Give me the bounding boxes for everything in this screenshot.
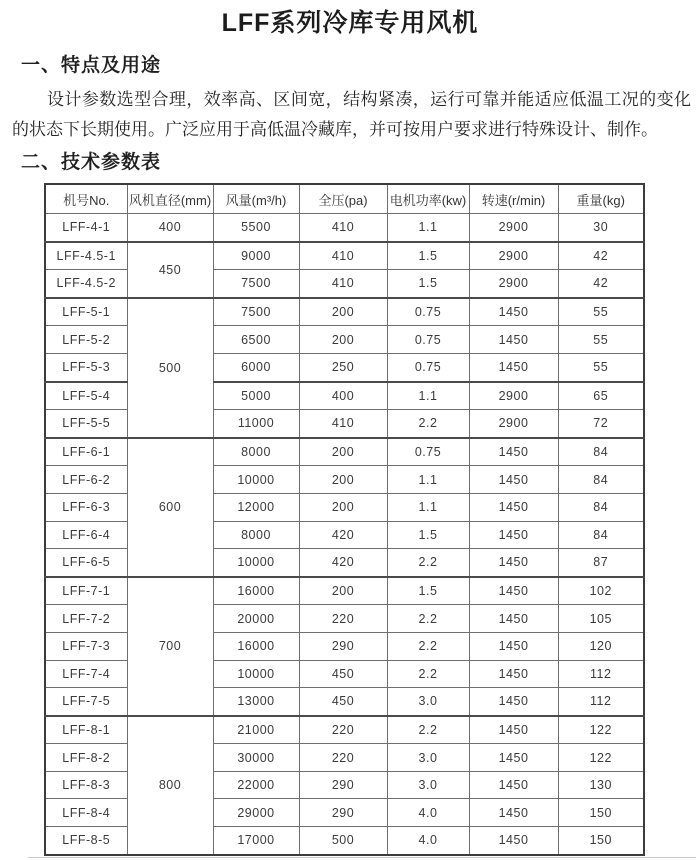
model-cell: LFF-8-4 [45, 799, 127, 827]
table-row [45, 242, 644, 270]
value-cell: 290 [299, 771, 387, 799]
value-cell: 20000 [213, 605, 299, 633]
value-cell: 1.5 [387, 577, 469, 605]
value-cell: 410 [299, 270, 387, 298]
value-cell: 1450 [469, 688, 558, 716]
value-cell: 6000 [213, 353, 299, 381]
model-cell: LFF-4-1 [45, 214, 127, 242]
model-cell: LFF-8-1 [45, 716, 127, 744]
value-cell: 7500 [213, 298, 299, 326]
table-row [45, 438, 644, 466]
diameter-cell: 800 [127, 716, 213, 855]
model-cell: LFF-6-2 [45, 466, 127, 494]
value-cell: 17000 [213, 827, 299, 855]
value-cell: 1450 [469, 326, 558, 354]
value-cell: 16000 [213, 632, 299, 660]
value-cell: 11000 [213, 410, 299, 438]
value-cell: 450 [299, 688, 387, 716]
page-title: LFF系列冷库专用风机 [221, 9, 479, 37]
col-header-0: 机号No. [45, 184, 127, 214]
value-cell: 420 [299, 549, 387, 577]
value-cell: 1.5 [387, 270, 469, 298]
model-cell: LFF-4.5-1 [45, 242, 127, 270]
value-cell: 400 [299, 382, 387, 410]
table-row [45, 716, 644, 744]
value-cell: 7500 [213, 270, 299, 298]
model-cell: LFF-7-5 [45, 688, 127, 716]
value-cell: 10000 [213, 466, 299, 494]
value-cell: 10000 [213, 660, 299, 688]
value-cell: 8000 [213, 521, 299, 549]
value-cell: 2900 [469, 410, 558, 438]
table-row [45, 577, 644, 605]
model-cell: LFF-5-3 [45, 353, 127, 381]
model-cell: LFF-7-4 [45, 660, 127, 688]
value-cell: 2900 [469, 270, 558, 298]
value-cell: 200 [299, 326, 387, 354]
value-cell: 120 [558, 632, 644, 660]
model-cell: LFF-8-2 [45, 744, 127, 772]
value-cell: 500 [299, 827, 387, 855]
col-header-1: 风机直径(mm) [127, 184, 213, 214]
value-cell: 6500 [213, 326, 299, 354]
value-cell: 0.75 [387, 438, 469, 466]
diameter-cell: 450 [127, 242, 213, 298]
value-cell: 3.0 [387, 744, 469, 772]
value-cell: 2.2 [387, 660, 469, 688]
value-cell: 4.0 [387, 827, 469, 855]
value-cell: 220 [299, 744, 387, 772]
value-cell: 2.2 [387, 410, 469, 438]
value-cell: 55 [558, 326, 644, 354]
value-cell: 65 [558, 382, 644, 410]
value-cell: 200 [299, 298, 387, 326]
value-cell: 30000 [213, 744, 299, 772]
diameter-cell: 400 [127, 214, 213, 242]
value-cell: 13000 [213, 688, 299, 716]
spec-table [44, 183, 645, 856]
model-cell: LFF-6-3 [45, 493, 127, 521]
value-cell: 5500 [213, 214, 299, 242]
value-cell: 220 [299, 605, 387, 633]
value-cell: 8000 [213, 438, 299, 466]
section1-heading: 一、特点及用途 [21, 55, 162, 76]
value-cell: 1.5 [387, 521, 469, 549]
diameter-cell: 500 [127, 298, 213, 438]
value-cell: 102 [558, 577, 644, 605]
value-cell: 1450 [469, 353, 558, 381]
value-cell: 410 [299, 410, 387, 438]
value-cell: 1450 [469, 605, 558, 633]
value-cell: 1.1 [387, 466, 469, 494]
value-cell: 410 [299, 242, 387, 270]
table-row [45, 298, 644, 326]
col-header-5: 转速(r/min) [469, 184, 558, 214]
col-header-2: 风量(m³/h) [213, 184, 299, 214]
value-cell: 1450 [469, 438, 558, 466]
value-cell: 55 [558, 298, 644, 326]
diameter-cell: 600 [127, 438, 213, 577]
value-cell: 2900 [469, 382, 558, 410]
model-cell: LFF-5-2 [45, 326, 127, 354]
value-cell: 112 [558, 688, 644, 716]
value-cell: 1450 [469, 660, 558, 688]
value-cell: 1450 [469, 632, 558, 660]
model-cell: LFF-7-1 [45, 577, 127, 605]
diameter-cell: 700 [127, 577, 213, 716]
intro-paragraph: 设计参数选型合理，效率高、区间宽，结构紧凑，运行可靠并能适应低温工况的变化的状态下长期使用。广泛应用于高低温冷藏库，并可按用户要求进行特殊设计、制作。 [12, 90, 691, 139]
col-header-4: 电机功率(kw) [387, 184, 469, 214]
model-cell: LFF-6-4 [45, 521, 127, 549]
value-cell: 84 [558, 493, 644, 521]
value-cell: 200 [299, 466, 387, 494]
value-cell: 2.2 [387, 632, 469, 660]
value-cell: 150 [558, 827, 644, 855]
model-cell: LFF-6-5 [45, 549, 127, 577]
value-cell: 5000 [213, 382, 299, 410]
value-cell: 12000 [213, 493, 299, 521]
value-cell: 29000 [213, 799, 299, 827]
value-cell: 55 [558, 353, 644, 381]
value-cell: 84 [558, 438, 644, 466]
value-cell: 122 [558, 716, 644, 744]
value-cell: 1450 [469, 466, 558, 494]
value-cell: 1450 [469, 827, 558, 855]
value-cell: 220 [299, 716, 387, 744]
model-cell: LFF-6-1 [45, 438, 127, 466]
value-cell: 22000 [213, 771, 299, 799]
value-cell: 0.75 [387, 326, 469, 354]
value-cell: 30 [558, 214, 644, 242]
value-cell: 290 [299, 632, 387, 660]
model-cell: LFF-7-2 [45, 605, 127, 633]
value-cell: 150 [558, 799, 644, 827]
value-cell: 290 [299, 799, 387, 827]
model-cell: LFF-5-4 [45, 382, 127, 410]
value-cell: 0.75 [387, 298, 469, 326]
table-row [45, 214, 644, 242]
model-cell: LFF-5-5 [45, 410, 127, 438]
model-cell: LFF-7-3 [45, 632, 127, 660]
value-cell: 42 [558, 242, 644, 270]
value-cell: 250 [299, 353, 387, 381]
value-cell: 0.75 [387, 353, 469, 381]
value-cell: 1450 [469, 577, 558, 605]
value-cell: 105 [558, 605, 644, 633]
value-cell: 2.2 [387, 716, 469, 744]
value-cell: 1450 [469, 493, 558, 521]
value-cell: 122 [558, 744, 644, 772]
value-cell: 2.2 [387, 605, 469, 633]
model-cell: LFF-4.5-2 [45, 270, 127, 298]
value-cell: 10000 [213, 549, 299, 577]
value-cell: 1.1 [387, 214, 469, 242]
value-cell: 420 [299, 521, 387, 549]
page-bottom-rule [28, 857, 696, 858]
value-cell: 1.1 [387, 382, 469, 410]
section2-heading: 二、技术参数表 [21, 152, 162, 173]
value-cell: 3.0 [387, 688, 469, 716]
value-cell: 4.0 [387, 799, 469, 827]
value-cell: 1450 [469, 771, 558, 799]
value-cell: 2.2 [387, 549, 469, 577]
value-cell: 200 [299, 577, 387, 605]
value-cell: 9000 [213, 242, 299, 270]
value-cell: 1450 [469, 799, 558, 827]
value-cell: 130 [558, 771, 644, 799]
value-cell: 1450 [469, 549, 558, 577]
col-header-3: 全压(pa) [299, 184, 387, 214]
table-header-row [45, 184, 644, 214]
model-cell: LFF-8-3 [45, 771, 127, 799]
value-cell: 410 [299, 214, 387, 242]
value-cell: 42 [558, 270, 644, 298]
value-cell: 84 [558, 521, 644, 549]
value-cell: 1450 [469, 716, 558, 744]
value-cell: 3.0 [387, 771, 469, 799]
value-cell: 72 [558, 410, 644, 438]
model-cell: LFF-5-1 [45, 298, 127, 326]
value-cell: 450 [299, 660, 387, 688]
value-cell: 112 [558, 660, 644, 688]
model-cell: LFF-8-5 [45, 827, 127, 855]
value-cell: 1450 [469, 298, 558, 326]
value-cell: 1450 [469, 521, 558, 549]
value-cell: 16000 [213, 577, 299, 605]
value-cell: 1450 [469, 744, 558, 772]
value-cell: 200 [299, 438, 387, 466]
col-header-6: 重量(kg) [558, 184, 644, 214]
value-cell: 21000 [213, 716, 299, 744]
value-cell: 200 [299, 493, 387, 521]
value-cell: 84 [558, 466, 644, 494]
value-cell: 1.1 [387, 493, 469, 521]
value-cell: 2900 [469, 214, 558, 242]
value-cell: 2900 [469, 242, 558, 270]
value-cell: 87 [558, 549, 644, 577]
value-cell: 1.5 [387, 242, 469, 270]
